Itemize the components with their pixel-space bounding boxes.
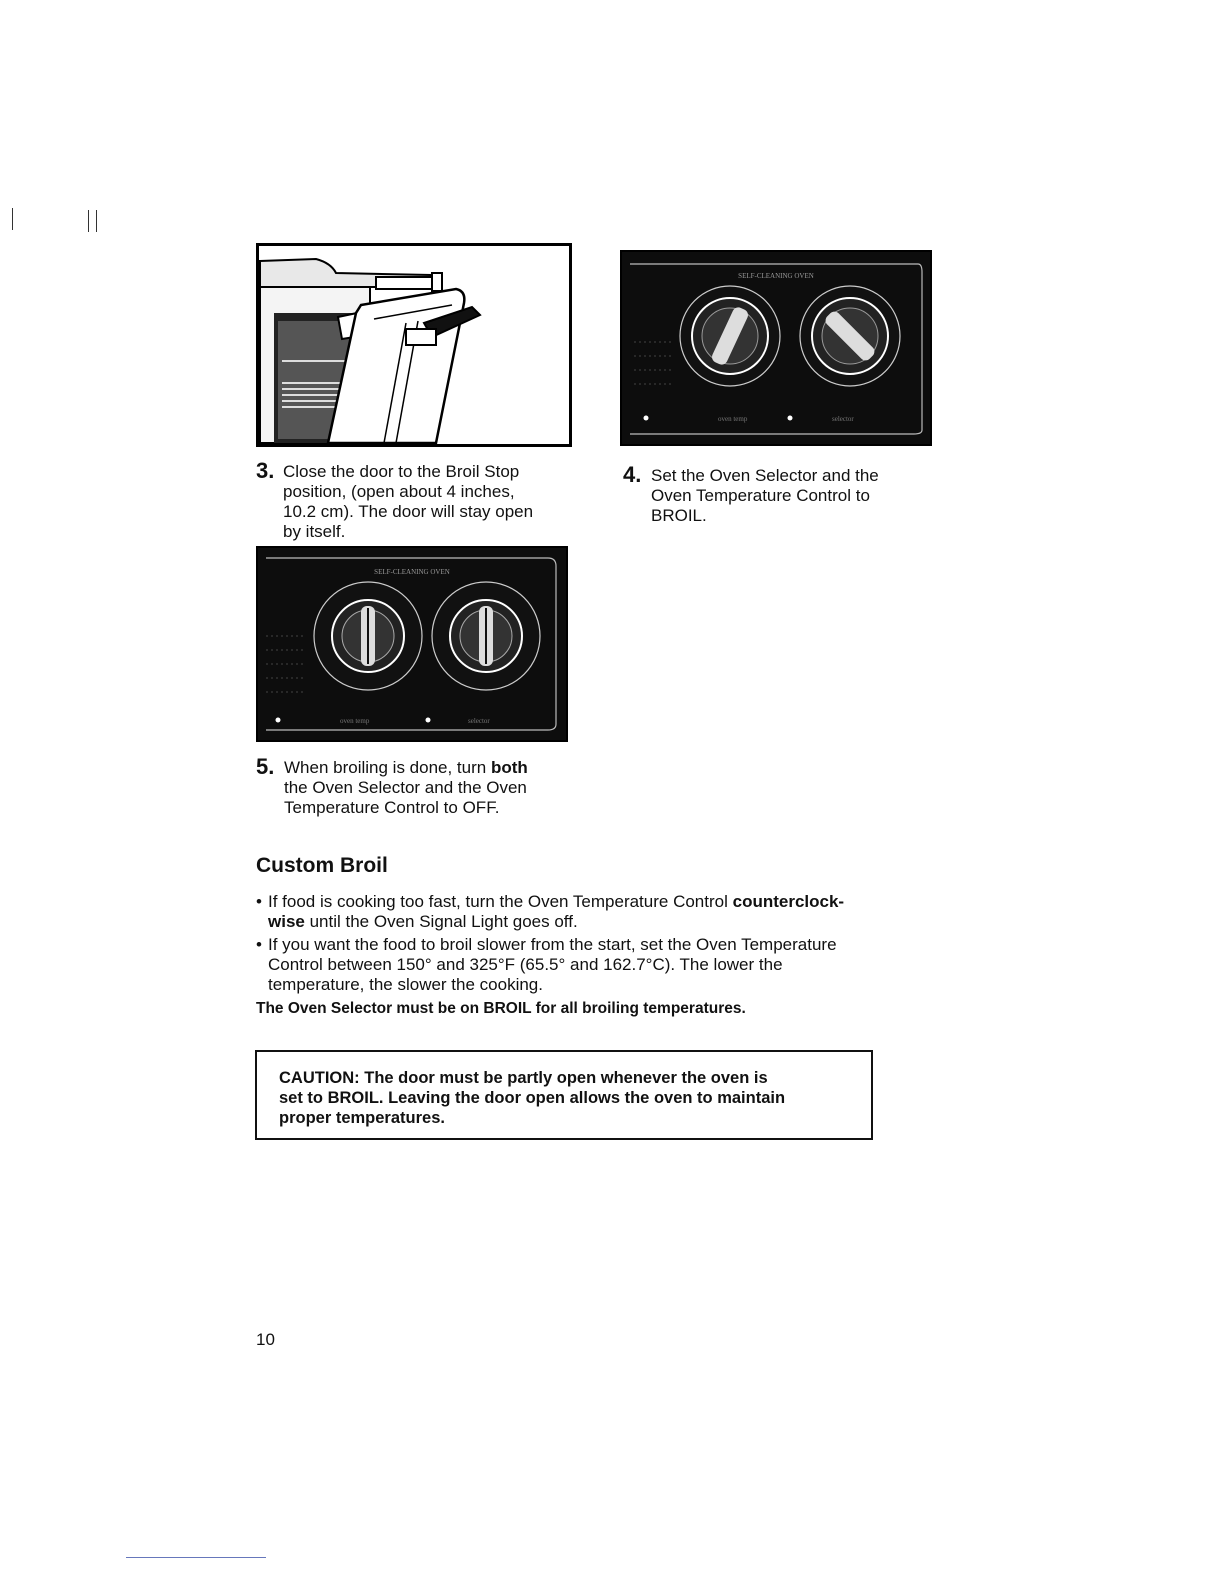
margin-mark [96,210,97,232]
caution-box [255,1050,873,1140]
caution-text: CAUTION: The door must be partly open whenever the oven is set to BROIL. Leaving the door open allows the oven to maintain proper temperatures. [279,1069,786,1127]
panel-caption-right: selector [468,717,490,725]
control-panel-off-illustration [256,546,568,742]
step-number: 4. [623,462,642,487]
oven-door-illustration [256,243,572,447]
bottom-rule [126,1557,266,1558]
page-number: 10 [256,1330,275,1349]
broil-note: The Oven Selector must be on BROIL for all broiling temperatures. [256,1000,746,1017]
margin-mark [88,210,89,232]
step-5-text: When broiling is done, turn both the Oven Selector and the Oven Temperature Control to OFF. [284,758,528,817]
bullet-icon: • [256,892,262,911]
list-item: • If you want the food to broil slower from the start, set the Oven Temperature Control between 150° and 325°F (65.5° and 162.7°C). The lower the temperature, the slower the cooking. [256,935,837,994]
step-number: 5. [256,754,275,779]
step-4-text: Set the Oven Selector and the Oven Temperature Control to BROIL. [651,466,879,525]
step-3-text: Close the door to the Broil Stop position, (open about 4 inches, 10.2 cm). The door will stay open by itself. [283,462,534,541]
bullet-icon: • [256,935,262,954]
section-title: Custom Broil [256,854,388,877]
panel-label: SELF-CLEANING OVEN [738,272,814,280]
step-number: 3. [256,458,275,483]
list-item: • If food is cooking too fast, turn the Oven Temperature Control counterclock- wise until the Oven Signal Light goes off. [256,892,845,931]
control-panel-broil-illustration [620,250,932,446]
panel-caption-left: oven temp [718,415,748,423]
panel-caption-right: selector [832,415,854,423]
margin-mark [12,208,13,230]
panel-caption-left: oven temp [340,717,370,725]
panel-label: SELF-CLEANING OVEN [374,568,450,576]
